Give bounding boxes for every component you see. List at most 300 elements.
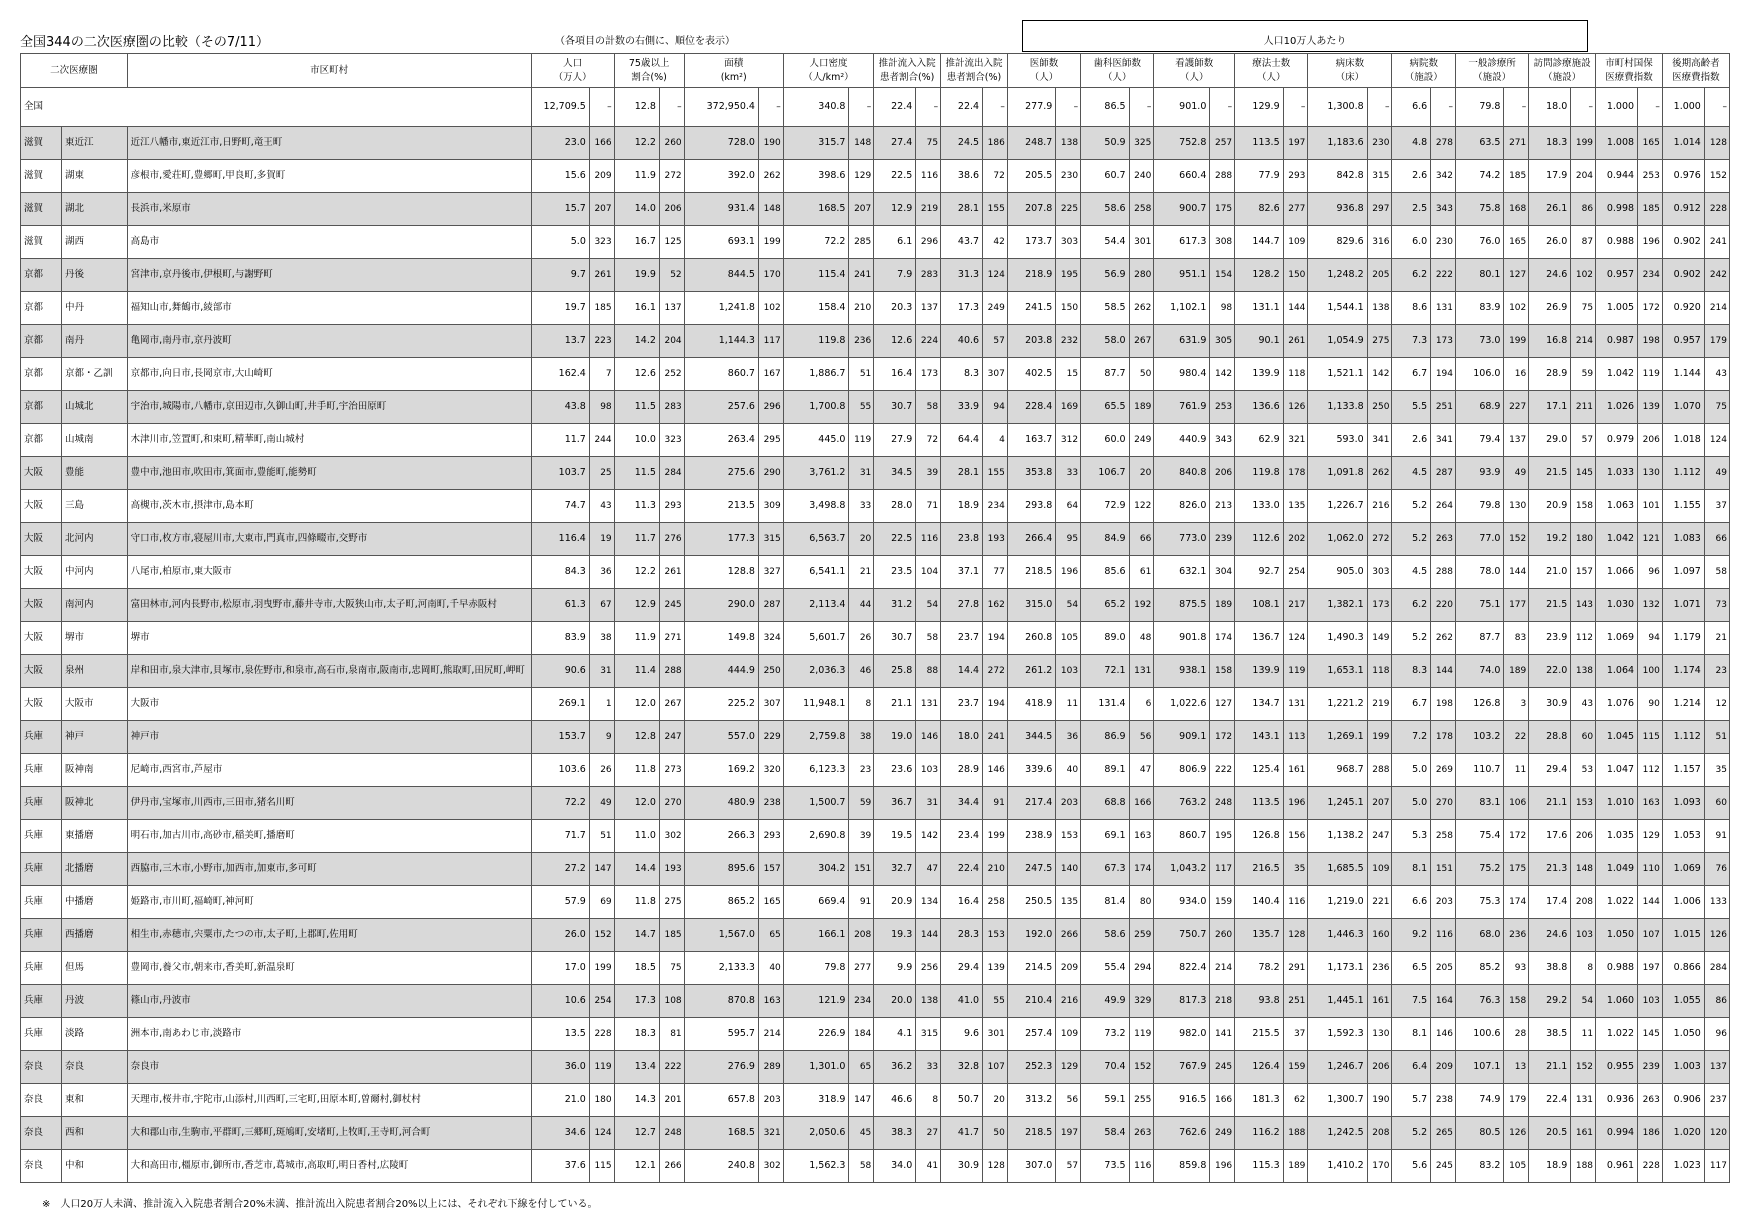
column-header-line1: 病院数	[1409, 57, 1438, 69]
value-cell: 106.7	[1081, 457, 1129, 490]
table-row	[21, 523, 1730, 556]
value-cell: 19.2	[1529, 523, 1571, 556]
value-cell: 901.8	[1154, 622, 1210, 655]
value-cell: 112.6	[1235, 523, 1283, 556]
column-header-line1: 面積	[724, 57, 744, 69]
value-cell: 21.5	[1529, 589, 1571, 622]
value-cell: 83.1	[1456, 787, 1504, 820]
value-cell: 11.8	[614, 886, 659, 919]
rank-cell: 146	[916, 721, 941, 754]
rank-cell: –	[589, 88, 614, 127]
rank-cell: 207	[1367, 787, 1392, 820]
value-cell: 12.0	[614, 787, 659, 820]
value-cell: 11,948.1	[783, 688, 849, 721]
value-cell	[941, 556, 983, 589]
rank-cell: 54	[1056, 589, 1081, 622]
column-header	[874, 54, 941, 88]
rank-cell: 199	[983, 820, 1008, 853]
value-cell: 169.2	[684, 754, 758, 787]
rank-cell: 98	[589, 391, 614, 424]
value-cell: 218.5	[1007, 556, 1055, 589]
value-cell: 2.5	[1392, 193, 1431, 226]
value-cell	[941, 226, 983, 259]
prefecture-cell: 奈良	[21, 1051, 62, 1084]
value-cell	[531, 292, 589, 325]
rank-cell: 170	[1367, 1150, 1392, 1183]
value-cell: 398.6	[783, 160, 849, 193]
value-cell	[941, 589, 983, 622]
value-cell: 181.3	[1235, 1084, 1283, 1117]
rank-cell: 199	[1571, 127, 1596, 160]
rank-cell: 152	[1129, 1051, 1154, 1084]
rank-cell: 217	[1283, 589, 1308, 622]
column-header-line1: 人口密度	[809, 57, 848, 69]
rank-cell: 214	[758, 1018, 783, 1051]
rank-cell: 146	[1431, 1018, 1456, 1051]
value-cell: 36.2	[874, 1051, 916, 1084]
cities-cell: 篠山市,丹波市	[127, 985, 531, 1018]
table-row	[21, 721, 1730, 754]
value-cell: 80.1	[1456, 259, 1504, 292]
rank-cell: 20	[849, 523, 874, 556]
value-cell: 250.5	[1007, 886, 1055, 919]
region-cell: 中播磨	[61, 886, 127, 919]
value-cell: 12.2	[614, 556, 659, 589]
value-cell: 0.988	[1596, 952, 1638, 985]
column-header-line2: 医療費指数	[1605, 71, 1653, 83]
rank-cell: 23	[1704, 655, 1729, 688]
value-cell: 1.076	[1596, 688, 1638, 721]
rank-cell: 241	[983, 721, 1008, 754]
column-header	[1662, 54, 1729, 88]
value-cell: 34.6	[531, 1117, 589, 1150]
value-cell: 14.3	[614, 1084, 659, 1117]
rank-cell: 62	[1283, 1084, 1308, 1117]
cities-cell: 高槻市,茨木市,摂津市,島本町	[127, 490, 531, 523]
rank-cell: 211	[1571, 391, 1596, 424]
rank-cell: 296	[916, 226, 941, 259]
column-header-line1: 推計流入入院	[878, 57, 936, 69]
value-cell: 842.8	[1308, 160, 1367, 193]
rank-cell: 64	[1056, 490, 1081, 523]
value-cell: 149.8	[684, 622, 758, 655]
table-row	[21, 490, 1730, 523]
value-cell: 89.0	[1081, 622, 1129, 655]
rank-cell: 222	[1431, 259, 1456, 292]
value-cell	[531, 985, 589, 1018]
value-cell: 1,521.1	[1308, 358, 1367, 391]
prefecture-cell: 大阪	[21, 655, 62, 688]
value-cell	[531, 193, 589, 226]
value-cell: 0.957	[1596, 259, 1638, 292]
prefecture-cell: 兵庫	[21, 952, 62, 985]
value-cell: 14.0	[614, 193, 659, 226]
rank-cell: 137	[1704, 1051, 1729, 1084]
rank-cell: 288	[659, 655, 684, 688]
rank-cell: 58	[916, 622, 941, 655]
rank-cell: 154	[1210, 259, 1235, 292]
column-header-line1: 病床数	[1335, 57, 1365, 69]
value-cell: 168.5	[684, 1117, 758, 1150]
value-cell: 905.0	[1308, 556, 1367, 589]
underlined-value: 19.5	[891, 830, 913, 841]
rank-cell: 100	[1638, 655, 1663, 688]
rank-cell: 149	[1367, 622, 1392, 655]
rank-cell: 165	[1504, 226, 1529, 259]
rank-cell: 160	[1367, 919, 1392, 952]
value-cell: 8.3	[1392, 655, 1431, 688]
rank-cell: 109	[1056, 1018, 1081, 1051]
value-cell: 1.214	[1662, 688, 1704, 721]
value-cell: 8.1	[1392, 853, 1431, 886]
rank-cell: 158	[1210, 655, 1235, 688]
rank-cell: 229	[758, 721, 783, 754]
value-cell: 213.5	[684, 490, 758, 523]
value-cell	[941, 424, 983, 457]
rank-cell: 206	[1638, 424, 1663, 457]
value-cell: 133.0	[1235, 490, 1283, 523]
value-cell: 2.6	[1392, 160, 1431, 193]
value-cell: 73.2	[1081, 1018, 1129, 1051]
rank-cell: 341	[1367, 424, 1392, 457]
value-cell: 217.4	[1007, 787, 1055, 820]
value-cell: 82.6	[1235, 193, 1283, 226]
value-cell: 144.7	[1235, 226, 1283, 259]
value-cell: 43.8	[531, 391, 589, 424]
value-cell: 1,562.3	[783, 1150, 849, 1183]
value-cell: 23.5	[874, 556, 916, 589]
rank-cell: 54	[1571, 985, 1596, 1018]
rank-cell: –	[659, 88, 684, 127]
rank-cell: 247	[1367, 820, 1392, 853]
value-cell: 129.9	[1235, 88, 1283, 127]
rank-cell: 166	[1210, 1084, 1235, 1117]
rank-cell: 91	[849, 886, 874, 919]
rank-cell: 147	[589, 853, 614, 886]
value-cell: 7.5	[1392, 985, 1431, 1018]
underlined-value: 23.7	[957, 632, 980, 643]
region-cell: 東近江	[61, 127, 127, 160]
rank-cell: 174	[1504, 886, 1529, 919]
rank-cell: 242	[1704, 259, 1729, 292]
prefecture-cell: 奈良	[21, 1084, 62, 1117]
value-cell: 1.069	[1596, 622, 1638, 655]
value-cell: 1.055	[1662, 985, 1704, 1018]
value-cell: 728.0	[684, 127, 758, 160]
rank-cell: 126	[1504, 1117, 1529, 1150]
value-cell: 859.8	[1154, 1150, 1210, 1183]
value-cell: 134.7	[1235, 688, 1283, 721]
rank-cell: 329	[1129, 985, 1154, 1018]
value-cell: 177.3	[684, 523, 758, 556]
value-cell: 226.9	[783, 1018, 849, 1051]
region-cell: 泉州	[61, 655, 127, 688]
table-row	[21, 457, 1730, 490]
rank-cell: 189	[1129, 391, 1154, 424]
rank-cell: 6	[1129, 688, 1154, 721]
prefecture-cell: 大阪	[21, 589, 62, 622]
cities-cell: 長浜市,米原市	[127, 193, 531, 226]
rank-cell: 228	[1704, 193, 1729, 226]
value-cell: 895.6	[684, 853, 758, 886]
rank-cell: 342	[1431, 160, 1456, 193]
rank-cell: 238	[758, 787, 783, 820]
value-cell: 60.7	[1081, 160, 1129, 193]
value-cell: 1.005	[1596, 292, 1638, 325]
rank-cell: 133	[1704, 886, 1729, 919]
rank-cell: 208	[849, 919, 874, 952]
rank-cell: 230	[1431, 226, 1456, 259]
rank-cell: 297	[1367, 193, 1392, 226]
value-cell: 85.2	[1456, 952, 1504, 985]
value-cell: 5.2	[1392, 523, 1431, 556]
rank-cell: 60	[1571, 721, 1596, 754]
rank-cell: 173	[916, 358, 941, 391]
rank-cell: 277	[1283, 193, 1308, 226]
rank-cell: 103	[1638, 985, 1663, 1018]
value-cell: 8.1	[1392, 1018, 1431, 1051]
value-cell: 86.5	[1081, 88, 1129, 127]
cities-cell: 天理市,桜井市,宇陀市,山添村,川西町,三宅町,田原本町,曽爾村,御杖村	[127, 1084, 531, 1117]
cities-cell: 豊岡市,養父市,朝来市,香美町,新温泉町	[127, 952, 531, 985]
value-cell: 30.7	[874, 391, 916, 424]
rank-cell: 50	[983, 1117, 1008, 1150]
value-cell: 59.1	[1081, 1084, 1129, 1117]
table-row	[21, 589, 1730, 622]
rank-cell: 254	[1283, 556, 1308, 589]
underlined-value: 28.3	[957, 929, 980, 940]
cities-cell: 姫路市,市川町,福崎町,神河町	[127, 886, 531, 919]
rank-cell: 155	[983, 457, 1008, 490]
underlined-value: 24.5	[957, 137, 980, 148]
region-cell: 北河内	[61, 523, 127, 556]
region-cell: 中和	[61, 1150, 127, 1183]
rank-cell: 258	[1129, 193, 1154, 226]
rank-cell: 12	[1704, 688, 1729, 721]
rank-cell: 138	[1367, 292, 1392, 325]
value-cell: 110.7	[1456, 754, 1504, 787]
rank-cell: 261	[1283, 325, 1308, 358]
value-cell: 557.0	[684, 721, 758, 754]
rank-cell: 45	[849, 1117, 874, 1150]
value-cell: 67.3	[1081, 853, 1129, 886]
value-cell: 290.0	[684, 589, 758, 622]
value-cell: 1,091.8	[1308, 457, 1367, 490]
rank-cell: 216	[1056, 985, 1081, 1018]
rank-cell: 54	[916, 589, 941, 622]
rank-cell: 315	[1367, 160, 1392, 193]
value-cell: 900.7	[1154, 193, 1210, 226]
region-cell: 南丹	[61, 325, 127, 358]
underlined-value: 28.1	[957, 203, 980, 214]
value-cell: 65.5	[1081, 391, 1129, 424]
rank-cell: 301	[1129, 226, 1154, 259]
value-cell	[941, 259, 983, 292]
rank-cell: –	[916, 88, 941, 127]
rank-cell: 130	[1638, 457, 1663, 490]
rank-cell: 122	[1129, 490, 1154, 523]
rank-cell: 8	[916, 1084, 941, 1117]
value-cell: 1.179	[1662, 622, 1704, 655]
rank-cell: 65	[849, 1051, 874, 1084]
rank-cell: 256	[916, 952, 941, 985]
rank-cell: 228	[589, 1018, 614, 1051]
value-cell: 934.0	[1154, 886, 1210, 919]
value-cell: 6.0	[1392, 226, 1431, 259]
underlined-value: 41.0	[957, 995, 980, 1006]
value-cell: 1.071	[1662, 589, 1704, 622]
value-cell: 1,592.3	[1308, 1018, 1367, 1051]
underlined-value: 23.8	[957, 533, 980, 544]
value-cell: 916.5	[1154, 1084, 1210, 1117]
column-header-line2: （施設）	[1404, 71, 1443, 83]
value-cell: 17.1	[1529, 391, 1571, 424]
rank-cell: 117	[1704, 1150, 1729, 1183]
rank-cell: 272	[1367, 523, 1392, 556]
value-cell: 313.2	[1007, 1084, 1055, 1117]
value-cell: 90.6	[531, 655, 589, 688]
column-header-line2: 患者割合(%)	[946, 71, 1002, 83]
value-cell: 26.0	[1529, 226, 1571, 259]
value-cell: 50.9	[1081, 127, 1129, 160]
rank-cell: 259	[1129, 919, 1154, 952]
underlined-value: 30.9	[957, 1160, 980, 1171]
rank-cell: 8	[1571, 952, 1596, 985]
rank-cell: 177	[1504, 589, 1529, 622]
rank-cell: 166	[1129, 787, 1154, 820]
value-cell: 669.4	[783, 886, 849, 919]
rank-cell: 343	[1210, 424, 1235, 457]
rank-cell: 107	[1638, 919, 1663, 952]
underlined-value: 43.7	[957, 236, 980, 247]
value-cell: 5.2	[1392, 1117, 1431, 1150]
value-cell: 817.3	[1154, 985, 1210, 1018]
rank-cell: 57	[1056, 1150, 1081, 1183]
rank-cell: 341	[1431, 424, 1456, 457]
value-cell: 76.0	[1456, 226, 1504, 259]
rank-cell: 236	[1504, 919, 1529, 952]
rank-cell: 130	[1367, 1018, 1392, 1051]
prefecture-cell: 滋賀	[21, 127, 62, 160]
value-cell: 6.2	[1392, 589, 1431, 622]
value-cell: 1.015	[1662, 919, 1704, 952]
value-cell: 1.014	[1662, 127, 1704, 160]
underlined-value: 12.9	[891, 203, 913, 214]
value-cell: 241.5	[1007, 292, 1055, 325]
underlined-value: 19.0	[891, 731, 913, 742]
value-cell: 275.6	[684, 457, 758, 490]
value-cell: 23.0	[531, 127, 589, 160]
rank-cell: 3	[1504, 688, 1529, 721]
rank-cell: 88	[916, 655, 941, 688]
value-cell: 65.2	[1081, 589, 1129, 622]
value-cell: 80.5	[1456, 1117, 1504, 1150]
underlined-value: 9.9	[897, 962, 913, 973]
value-cell: 37.6	[531, 1150, 589, 1183]
rank-cell: 158	[1571, 490, 1596, 523]
value-cell: 315.7	[783, 127, 849, 160]
value-cell: 79.8	[783, 952, 849, 985]
rank-cell: 321	[1283, 424, 1308, 457]
column-header	[1529, 54, 1596, 88]
cities-cell: 明石市,加古川市,高砂市,稲美町,播磨町	[127, 820, 531, 853]
value-cell: 173.7	[1007, 226, 1055, 259]
rank-cell: 108	[659, 985, 684, 1018]
rank-cell: –	[1431, 88, 1456, 127]
value-cell	[531, 259, 589, 292]
value-cell: 116.4	[531, 523, 589, 556]
value-cell: 25.8	[874, 655, 916, 688]
column-header-line1: 医師数	[1029, 57, 1059, 69]
value-cell: 1.063	[1596, 490, 1638, 523]
prefecture-cell: 京都	[21, 424, 62, 457]
rank-cell: 83	[1504, 622, 1529, 655]
underlined-value: 31.3	[957, 269, 980, 280]
rank-cell: 248	[1210, 787, 1235, 820]
rank-cell: 230	[1056, 160, 1081, 193]
rank-cell: 293	[1283, 160, 1308, 193]
rank-cell: 224	[916, 325, 941, 358]
rank-cell: 124	[983, 259, 1008, 292]
column-header-line2: （万人）	[553, 71, 592, 83]
region-cell: 湖東	[61, 160, 127, 193]
rank-cell: 128	[1704, 127, 1729, 160]
value-cell: 0.902	[1662, 259, 1704, 292]
table-row	[21, 1150, 1730, 1183]
rank-cell: 126	[1283, 391, 1308, 424]
rank-cell: 103	[1056, 655, 1081, 688]
rank-cell: 153	[1056, 820, 1081, 853]
value-cell: 353.8	[1007, 457, 1055, 490]
rank-cell: 73	[1704, 589, 1729, 622]
rank-cell: 77	[983, 556, 1008, 589]
rank-cell: 258	[983, 886, 1008, 919]
rank-cell: 186	[983, 127, 1008, 160]
region-cell: 阪神北	[61, 787, 127, 820]
header-cities: 市区町村	[127, 54, 531, 88]
rank-cell: 174	[1210, 622, 1235, 655]
value-cell: 76.3	[1456, 985, 1504, 1018]
rank-cell: 285	[849, 226, 874, 259]
rank-cell: 11	[1504, 754, 1529, 787]
rank-cell: 58	[849, 1150, 874, 1183]
rank-cell: 69	[589, 886, 614, 919]
value-cell	[941, 391, 983, 424]
value-cell: 0.957	[1662, 325, 1704, 358]
value-cell: 228.4	[1007, 391, 1055, 424]
region-cell: 奈良	[61, 1051, 127, 1084]
value-cell: 1,226.7	[1308, 490, 1367, 523]
rank-cell: 251	[1431, 391, 1456, 424]
value-cell: 215.5	[1235, 1018, 1283, 1051]
value-cell: 22.5	[874, 523, 916, 556]
column-header-line1: 療法士数	[1252, 57, 1291, 69]
value-cell: 28.8	[1529, 721, 1571, 754]
rank-cell: 184	[849, 1018, 874, 1051]
column-header	[1456, 54, 1529, 88]
rank-cell: 283	[916, 259, 941, 292]
rank-cell: 152	[1704, 160, 1729, 193]
rank-cell: 152	[1504, 523, 1529, 556]
rank-cell: 302	[758, 1150, 783, 1183]
table-header	[21, 54, 1730, 88]
rank-cell: 236	[849, 325, 874, 358]
value-cell	[941, 853, 983, 886]
rank-cell: 96	[1638, 556, 1663, 589]
rank-cell: 43	[589, 490, 614, 523]
column-header-line2: （床）	[1335, 71, 1365, 83]
value-cell: 344.5	[1007, 721, 1055, 754]
